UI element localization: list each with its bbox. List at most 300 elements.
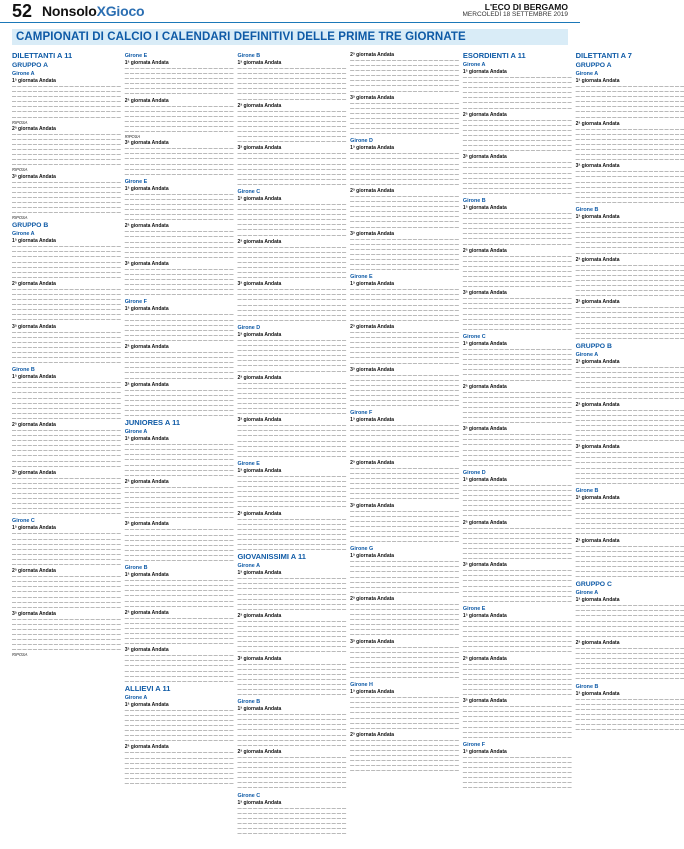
fixture-line: — — — — — — — — — — — — — — — — — — — — —	[12, 199, 121, 205]
round-title: 3ª giornata Andata	[237, 417, 282, 424]
fixture-line: — — — — — — — — — — — — — — — — — — — — —	[575, 84, 684, 89]
fixture-line: — — — — — — — — — — — — — — — — — — — — —	[124, 146, 234, 152]
fixture-line: — — — — — — — — — — — — — — — — — — — — —	[237, 259, 347, 265]
fixture-line: — — — — — — — — — — — — — — — — — — — — —	[350, 584, 459, 590]
fixture-line: — — — — — — — — — — — — — — — — — — — — —	[237, 307, 347, 313]
column-6	[576, 51, 684, 841]
fixture-line: — — — — — — — — — — — — — — — — — — — — —	[12, 541, 121, 547]
fixture-line: — — — — — — — — — — — — — — — — — — — — —	[575, 283, 684, 288]
fixture-line: — — — — — — — — — — — — — — — — — — — — —	[575, 480, 684, 486]
fixture-line: — — — — — — — — — — — — — — — — — — — — —	[12, 415, 121, 421]
fixture-line: — — — — — — — — — — — — — — — — — — — — —	[462, 226, 572, 232]
fixture-line: — — — — — — — — — — — — — — — — — — — — —	[237, 166, 347, 172]
fixture-line: — — — — — — — — — — — — — — — — — — — — —	[350, 559, 459, 565]
fixture-line: — — — — — — — — — — — — — — — — — — — — —	[350, 534, 459, 540]
fixture-line: — — — — — — — — — — — — — — — — — — — — —	[124, 547, 234, 553]
round-title: 2ª giornata Andata	[462, 111, 507, 118]
round-title: 1ª giornata Andata	[237, 195, 282, 202]
fixture-line: — — — — — — — — — — — — — — — — — — — — —	[350, 360, 459, 366]
fixture-line: — — — — — — — — — — — — — — — — — — — — —	[237, 348, 347, 354]
fixture-line: — — — — — — — — — — — — — — — — — — — — —	[12, 604, 121, 610]
fixture-line: — — — — — — — — — — — — — — — — — — — — —	[124, 593, 234, 599]
fixture-line: — — — — — — — — — — — — — — — — — — — — —	[350, 372, 459, 378]
fixture-line: — — — — — — — — — — — — — — — — — — — — —	[237, 676, 347, 682]
fixture-line: — — — — — — — — — — — — — — — — — — — — —	[124, 457, 234, 463]
fixture-line: — — — — — — — — — — — — — — — — — — — — —	[575, 603, 684, 609]
fixture-line: — — — — — — — — — — — — — — — — — — — — —	[575, 325, 684, 331]
fixture-line: — — — — — — — — — — — — — — — — — — — — —	[237, 363, 347, 369]
fixture-line: — — — — — — — — — — — — — — — — — — — — —	[12, 496, 121, 502]
fixture-line: — — — — — — — — — — — — — — — — — — — — —	[237, 732, 347, 738]
round-title: 2ª giornata Andata	[462, 383, 507, 390]
fixture-line: — — — — — — — — — — — — — — — — — — — — —	[124, 781, 234, 787]
fixture-line: — — — — — — — — — — — — — — — — — — — — —	[462, 316, 572, 322]
fixture-line: — — — — — — — — — — — — — — — — — — — — —	[237, 358, 347, 364]
fixture-line: — — — — — — — — — — — — — — — — — — — — —	[462, 372, 572, 378]
fixture-line: — — — — — — — — — — — — — — — — — — — — —	[350, 491, 459, 497]
round-title: 2ª giornata Andata	[237, 748, 282, 755]
fixture-line: — — — — — — — — — — — — — — — — — — — — —	[350, 476, 459, 482]
girone-title: Girone D	[462, 469, 486, 476]
round-title: 3ª giornata Andata	[462, 154, 507, 161]
fixture-line: — — — — — — — — — — — — — — — — — — — — —	[124, 272, 234, 277]
fixture-line: — — — — — — — — — — — — — — — — — — — — —	[237, 201, 347, 207]
fixture-line: — — — — — — — — — — — — — — — — — — — — —	[462, 598, 572, 604]
fixture-line: — — — — — — — — — — — — — — — — — — — — —	[462, 258, 572, 264]
fixture-line: — — — — — — — — — — — — — — — — — — — — —	[237, 521, 347, 527]
fixture-line: — — — — — — — — — — — — — — — — — — — — —	[12, 410, 121, 416]
fixture-line: — — — — — — — — — — — — — — — — — — — — —	[462, 409, 572, 415]
fixture-line: — — — — — — — — — — — — — — — — — — — — —	[575, 569, 684, 575]
fixture-line: — — — — — — — — — — — — — — — — — — — — —	[350, 443, 459, 449]
fixture-line: — — — — — — — — — — — — — — — — — — — — —	[350, 433, 459, 439]
fixture-line: — — — — — — — — — — — — — — — — — — — — —	[462, 513, 572, 519]
fixture-line: — — — — — — — — — — — — — — — — — — — — —	[462, 666, 572, 672]
fixture-line: — — — — — — — — — — — — — — — — — — — — —	[575, 465, 684, 471]
fixture-line: — — — — — — — — — — — — — — — — — — — — —	[124, 249, 234, 255]
fixture-line: — — — — — — — — — — — — — — — — — — — — —	[575, 558, 684, 564]
fixture-line: — — — — — — — — — — — — — — — — — — — — —	[350, 725, 459, 731]
fixture-line: — — — — — — — — — — — — — — — — — — — — —	[12, 249, 121, 255]
fixture-line: — — — — — — — — — — — — — — — — — — — — —	[237, 161, 347, 167]
round-title: 2ª giornata Andata	[12, 568, 56, 575]
columns-container	[12, 51, 684, 841]
group-title: GRUPPO A	[575, 62, 612, 69]
round-title: 3ª giornata Andata	[12, 323, 56, 330]
fixture-line: — — — — — — — — — — — — — — — — — — — — —	[350, 340, 459, 346]
fixture-line: — — — — — — — — — — — — — — — — — — — — —	[462, 508, 572, 514]
fixture-line: — — — — — — — — — — — — — — — — — — — — —	[124, 86, 234, 92]
fixture-line: — — — — — — — — — — — — — — — — — — — — —	[462, 306, 572, 312]
round-title: 1ª giornata Andata	[575, 213, 620, 220]
fixture-line: — — — — — — — — — — — — — — — — — — — — —	[124, 322, 234, 328]
fixture-line: — — — — — — — — — — — — — — — — — — — — —	[237, 176, 347, 182]
fixture-line: — — — — — — — — — — — — — — — — — — — — —	[462, 95, 572, 101]
fixture-line: — — — — — — — — — — — — — — — — — — — — —	[575, 427, 684, 433]
fixture-line: — — — — — — — — — — — — — — — — — — — — —	[462, 551, 572, 557]
bye-line: RIPOSA	[12, 652, 28, 658]
fixture-line: — — — — — — — — — — — — — — — — — — — — —	[350, 428, 459, 434]
fixture-line: — — — — — — — — — — — — — — — — — — — — —	[124, 282, 234, 288]
fixture-line: — — — — — — — — — — — — — — — — — — — — —	[575, 711, 684, 717]
fixture-line: — — — — — — — — — — — — — — — — — — — — —	[237, 601, 347, 607]
fixture-line: — — — — — — — — — — — — — — — — — — — — —	[237, 118, 347, 124]
fixture-line: — — — — — — — — — — — — — — — — — — — — —	[350, 392, 459, 398]
round-title: 1ª giornata Andata	[124, 306, 169, 313]
round-title: 2ª giornata Andata	[350, 187, 395, 194]
fixture-line: — — — — — — — — — — — — — — — — — — — — —	[575, 230, 684, 236]
fixture-line: — — — — — — — — — — — — — — — — — — — — —	[124, 707, 234, 713]
fixture-line: — — — — — — — — — — — — — — — — — — — — —	[124, 103, 234, 109]
fixture-line: — — — — — — — — — — — — — — — — — — — — —	[12, 274, 121, 280]
round-title: 1ª giornata Andata	[124, 436, 169, 443]
fixture-line: — — — — — — — — — — — — — — — — — — — — —	[350, 287, 459, 293]
fixture-line: — — — — — — — — — — — — — — — — — — — — —	[575, 701, 684, 707]
round-title: 3ª giornata Andata	[237, 281, 282, 288]
fixture-line: — — — — — — — — — — — — — — — — — — — — —	[350, 398, 459, 404]
fixture-line: — — — — — — — — — — — — — — — — — — — — —	[124, 542, 234, 548]
round-title: 2ª giornata Andata	[575, 256, 620, 263]
fixture-line: — — — — — — — — — — — — — — — — — — — — —	[350, 622, 459, 628]
fixture-line: — — — — — — — — — — — — — — — — — — — — —	[237, 76, 347, 82]
fixture-line: — — — — — — — — — — — — — — — — — — — — —	[237, 623, 347, 629]
fixture-line: — — — — — — — — — — — — — — — — — — — — —	[237, 754, 347, 760]
round-title: 3ª giornata Andata	[462, 426, 507, 433]
fixture-line: — — — — — — — — — — — — — — — — — — — — —	[350, 236, 459, 242]
fixture-line: — — — — — — — — — — — — — — — — — — — — —	[462, 105, 572, 111]
fixture-line: — — — — — — — — — — — — — — — — — — — — —	[124, 755, 234, 761]
fixture-line: — — — — — — — — — — — — — — — — — — — — —	[462, 180, 572, 186]
fixture-line: — — — — — — — — — — — — — — — — — — — — —	[237, 222, 347, 228]
girone-title: Girone A	[124, 429, 148, 436]
fixture-line: — — — — — — — — — — — — — — — — — — — — —	[124, 402, 234, 408]
fixture-line: — — — — — — — — — — — — — — — — — — — — —	[350, 644, 459, 650]
fixture-line: — — — — — — — — — — — — — — — — — — — — —	[575, 633, 684, 639]
fixture-line: — — — — — — — — — — — — — — — — — — — — —	[575, 385, 684, 391]
girone-title: Girone A	[575, 351, 599, 358]
round-title: 1ª giornata Andata	[462, 612, 507, 619]
fixture-line: — — — — — — — — — — — — — — — — — — — — —	[350, 335, 459, 341]
fixture-line: — — — — — — — — — — — — — — — — — — — — —	[12, 189, 121, 195]
fixture-line: — — — — — — — — — — — — — — — — — — — — —	[350, 654, 459, 660]
round-title: 1ª giornata Andata	[575, 690, 620, 697]
fixture-line: — — — — — — — — — — — — — — — — — — — — —	[237, 484, 347, 490]
girone-title: Girone C	[12, 518, 35, 525]
fixture-line: — — — — — — — — — — — — — — — — — — — — —	[462, 415, 572, 421]
fixture-line: — — — — — — — — — — — — — — — — — — — — —	[124, 287, 234, 293]
fixture-line: — — — — — — — — — — — — — — — — — — — — —	[12, 99, 121, 105]
fixture-line: — — — — — — — — — — — — — — — — — — — — —	[462, 284, 572, 290]
fixture-line: — — — — — — — — — — — — — — — — — — — — —	[237, 86, 347, 92]
fixture-line: — — — — — — — — — — — — — — — — — — — — —	[462, 352, 572, 358]
fixture-line: — — — — — — — — — — — — — — — — — — — — —	[575, 417, 684, 423]
fixture-line: — — — — — — — — — — — — — — — — — — — — —	[575, 152, 684, 158]
fixture-line: — — — — — — — — — — — — — — — — — — — — —	[124, 630, 234, 636]
fixture-line: — — — — — — — — — — — — — — — — — — — — —	[237, 443, 347, 449]
fixture-line: — — — — — — — — — — — — — — — — — — — — —	[12, 584, 121, 590]
fixture-line: — — — — — — — — — — — — — — — — — — — — —	[124, 515, 234, 521]
fixture-line: — — — — — — — — — — — — — — — — — — — — —	[462, 221, 572, 227]
section-brand	[42, 3, 144, 19]
fixture-line: — — — — — — — — — — — — — — — — — — — — —	[237, 666, 347, 672]
fixture-line: — — — — — — — — — — — — — — — — — — — — —	[237, 765, 347, 771]
fixture-line: — — — — — — — — — — — — — — — — — — — — —	[237, 81, 347, 87]
fixture-line: — — — — — — — — — — — — — — — — — — — — —	[12, 390, 121, 396]
fixture-line: — — — — — — — — — — — — — — — — — — — — —	[350, 267, 459, 273]
fixture-line: — — — — — — — — — — — — — — — — — — — — —	[124, 625, 234, 631]
round-title: 2ª giornata Andata	[350, 459, 395, 466]
fixture-line: — — — — — — — — — — — — — — — — — — — — —	[237, 302, 347, 308]
fixture-line: — — — — — — — — — — — — — — — — — — — — —	[12, 162, 121, 168]
round-title: 3ª giornata Andata	[12, 469, 56, 476]
fixture-line: — — — — — — — — — — — — — — — — — — — — —	[237, 406, 347, 412]
fixture-line: — — — — — — — — — — — — — — — — — — — — —	[350, 257, 459, 262]
fixture-line: — — — — — — — — — — — — — — — — — — — — —	[350, 166, 459, 172]
fixture-line: — — — — — — — — — — — — — — — — — — — — —	[350, 720, 459, 726]
fixture-line: — — — — — — — — — — — — — — — — — — — — —	[124, 527, 234, 533]
fixture-line: — — — — — — — — — — — — — — — — — — — — —	[12, 259, 121, 265]
fixture-line: — — — — — — — — — — — — — — — — — — — — —	[462, 85, 572, 91]
girone-title: Girone B	[575, 683, 599, 690]
fixture-line: — — — — — — — — — — — — — — — — — — — — —	[350, 88, 459, 94]
fixture-line: — — — — — — — — — — — — — — — — — — — — —	[462, 639, 572, 645]
newspaper-name: L'ECO DI BERGAMO	[484, 2, 568, 13]
fixture-line: — — — — — — — — — — — — — — — — — — — — —	[575, 618, 684, 624]
girone-title: Girone A	[12, 71, 35, 77]
fixture-line: — — — — — — — — — — — — — — — — — — — — —	[124, 558, 234, 564]
fixture-line: — — — — — — — — — — — — — — — — — — — — —	[350, 753, 459, 759]
fixture-line: — — — — — — — — — — — — — — — — — — — — —	[462, 593, 572, 599]
fixture-line: — — — — — — — — — — — — — — — — — — — — —	[575, 370, 684, 376]
fixture-line: — — — — — — — — — — — — — — — — — — — — —	[462, 132, 572, 138]
round-title: 1ª giornata Andata	[575, 358, 620, 365]
fixture-line: — — — — — — — — — — — — — — — — — — — — —	[237, 244, 347, 250]
fixture-line: — — — — — — — — — — — — — — — — — — — — —	[350, 539, 459, 545]
fixture-line: — — — — — — — — — — — — — — — — — — — — —	[12, 307, 121, 313]
fixture-line: — — — — — — — — — — — — — — — — — — — — —	[350, 105, 459, 111]
fixture-line: — — — — — — — — — — — — — — — — — — — — —	[575, 548, 684, 554]
fixture-line: — — — — — — — — — — — — — — — — — — — — —	[350, 513, 459, 519]
girone-title: Girone F	[350, 410, 373, 417]
fixture-line: — — — — — — — — — — — — — — — — — — — — —	[124, 588, 234, 594]
fixture-line: — — — — — — — — — — — — — — — — — — — — —	[350, 670, 459, 675]
fixture-line: — — — — — — — — — — — — — — — — — — — — —	[124, 81, 234, 87]
girone-title: Girone A	[12, 231, 35, 238]
fixture-line: — — — — — — — — — — — — — — — — — — — — —	[124, 407, 234, 413]
fixture-line: — — — — — — — — — — — — — — — — — — — — —	[124, 196, 234, 202]
fixture-line: — — — — — — — — — — — — — — — — — — — — —	[124, 234, 234, 240]
fixture-line: — — — — — — — — — — — — — — — — — — — — —	[12, 302, 121, 308]
girone-title: Girone E	[462, 605, 486, 612]
round-title: 2ª giornata Andata	[237, 102, 282, 109]
round-title: 3ª giornata Andata	[124, 381, 169, 388]
fixture-line: — — — — — — — — — — — — — — — — — — — — —	[124, 370, 234, 376]
fixture-line: — — — — — — — — — — — — — — — — — — — — —	[462, 389, 572, 395]
round-title: 2ª giornata Andata	[462, 519, 507, 526]
fixture-line: — — — — — — — — — — — — — — — — — — — — —	[124, 636, 234, 642]
fixture-line: — — — — — — — — — — — — — — — — — — — — —	[124, 244, 234, 250]
fixture-line: — — — — — — — — — — — — — — — — — — — — —	[575, 310, 684, 316]
fixture-line: — — — — — — — — — — — — — — — — — — — — —	[462, 540, 572, 546]
fixture-line: — — — — — — — — — — — — — — — — — — — — —	[575, 305, 684, 311]
fixture-line: — — — — — — — — — — — — — — — — — — — — —	[350, 649, 459, 655]
fixture-line: — — — — — — — — — — — — — — — — — — — — —	[12, 89, 121, 95]
fixture-line: — — — — — — — — — — — — — — — — — — — — —	[462, 279, 572, 285]
fixture-line: — — — — — — — — — — — — — — — — — — — — —	[12, 317, 121, 323]
fixture-line: — — — — — — — — — — — — — — — — — — — — —	[124, 472, 234, 478]
round-title: 2ª giornata Andata	[350, 52, 395, 58]
fixture-line: — — — — — — — — — — — — — — — — — — — — —	[237, 171, 347, 177]
fixture-line: — — — — — — — — — — — — — — — — — — — — —	[575, 563, 684, 569]
round-title: 2ª giornata Andata	[124, 744, 169, 751]
round-title: 2ª giornata Andata	[124, 344, 169, 351]
fixture-line: — — — — — — — — — — — — — — — — — — — — —	[575, 412, 684, 418]
fixture-line: — — — — — — — — — — — — — — — — — — — — —	[12, 334, 121, 340]
fixture-line: — — — — — — — — — — — — — — — — — — — — —	[237, 275, 347, 281]
fixture-line: — — — — — — — — — — — — — — — — — — — — —	[237, 618, 347, 624]
fixture-line: — — — — — — — — — — — — — — — — — — — — —	[237, 380, 347, 386]
fixture-line: — — — — — — — — — — — — — — — — — — — — —	[462, 724, 572, 730]
fixture-line: — — — — — — — — — — — — — — — — — — — — —	[575, 656, 684, 662]
fixture-line: — — — — — — — — — — — — — — — — — — — — —	[124, 658, 234, 664]
round-title: 2ª giornata Andata	[462, 247, 507, 254]
fixture-line: — — — — — — — — — — — — — — — — — — — — —	[124, 733, 234, 739]
fixture-line: — — — — — — — — — — — — — — — — — — — — —	[462, 117, 572, 123]
fixture-line: — — — — — — — — — — — — — — — — — — — — —	[237, 395, 347, 401]
round-title: 1ª giornata Andata	[462, 204, 507, 211]
fixture-line: — — — — — — — — — — — — — — — — — — — — —	[462, 394, 572, 400]
round-title: 2ª giornata Andata	[237, 612, 282, 619]
fixture-line: — — — — — — — — — — — — — — — — — — — — —	[575, 364, 684, 370]
championship-title: ESORDIENTI A 11	[462, 51, 526, 60]
fixture-line: — — — — — — — — — — — — — — — — — — — — —	[350, 387, 459, 393]
fixture-line: — — — — — — — — — — — — — — — — — — — — —	[575, 141, 684, 147]
fixture-line: — — — — — — — — — — — — — — — — — — — — —	[575, 189, 684, 195]
fixture-line: — — — — — — — — — — — — — — — — — — — — —	[350, 423, 459, 429]
fixture-line: — — — — — — — — — — — — — — — — — — — — —	[462, 704, 572, 710]
fixture-line: — — — — — — — — — — — — — — — — — — — — —	[462, 122, 572, 128]
round-title: 2ª giornata Andata	[350, 731, 395, 738]
round-title: 1ª giornata Andata	[350, 145, 395, 152]
fixture-line: — — — — — — — — — — — — — — — — — — — — —	[124, 191, 234, 197]
fixture-line: — — — — — — — — — — — — — — — — — — — — —	[237, 96, 347, 102]
fixture-line: — — — — — — — — — — — — — — — — — — — — —	[124, 277, 234, 283]
fixture-line: — — — — — — — — — — — — — — — — — — — — —	[124, 129, 234, 135]
round-title: 3ª giornata Andata	[237, 655, 282, 662]
fixture-line: — — — — — — — — — — — — — — — — — — — — —	[462, 780, 572, 786]
fixture-line: — — — — — — — — — — — — — — — — — — — — —	[462, 447, 572, 453]
fixture-line: — — — — — — — — — — — — — — — — — — — — —	[350, 199, 459, 205]
fixture-line: — — — — — — — — — — — — — — — — — — — — —	[124, 254, 234, 260]
fixture-line: — — — — — — — — — — — — — — — — — — — — —	[575, 526, 684, 532]
fixture-line: — — — — — — — — — — — — — — — — — — — — —	[12, 506, 121, 512]
fixture-line: — — — — — — — — — — — — — — — — — — — — —	[462, 175, 572, 181]
fixture-line: — — — — — — — — — — — — — — — — — — — — —	[124, 673, 234, 679]
fixture-line: — — — — — — — — — — — — — — — — — — — — —	[237, 526, 347, 532]
fixture-line: — — — — — — — — — — — — — — — — — — — — —	[12, 114, 121, 120]
fixture-line: — — — — — — — — — — — — — — — — — — — — —	[462, 775, 572, 781]
fixture-line: — — — — — — — — — — — — — — — — — — — — —	[350, 224, 459, 230]
fixture-line: — — — — — — — — — — — — — — — — — — — — —	[350, 465, 459, 471]
fixture-line: — — — — — — — — — — — — — — — — — — — — —	[462, 160, 572, 166]
fixture-line: — — — — — — — — — — — — — — — — — — — — —	[237, 504, 347, 510]
fixture-line: — — — — — — — — — — — — — — — — — — — — —	[575, 147, 684, 153]
fixture-line: — — — — — — — — — — — — — — — — — — — — —	[237, 671, 347, 677]
fixture-line: — — — — — — — — — — — — — — — — — — — — —	[575, 169, 684, 175]
fixture-line: — — — — — — — — — — — — — — — — — — — — —	[124, 327, 234, 333]
fixture-line: — — — — — — — — — — — — — — — — — — — — —	[462, 170, 572, 176]
fixture-line: — — — — — — — — — — — — — — — — — — — — —	[575, 272, 684, 278]
fixture-line: — — — — — — — — — — — — — — — — — — — — —	[350, 768, 459, 774]
fixture-line: — — — — — — — — — — — — — — — — — — — — —	[350, 748, 459, 754]
fixture-line: — — — — — — — — — — — — — — — — — — — — —	[124, 583, 234, 589]
fixture-line: — — — — — — — — — — — — — — — — — — — — —	[462, 692, 572, 698]
fixture-line: — — — — — — — — — — — — — — — — — — — — —	[575, 455, 684, 461]
girone-title: Girone E	[350, 274, 373, 281]
fixture-line: — — — — — — — — — — — — — — — — — — — — —	[124, 615, 234, 621]
fixture-line: — — — — — — — — — — — — — — — — — — — — —	[575, 375, 684, 381]
column-1	[12, 51, 121, 841]
round-title: 1ª giornata Andata	[237, 706, 282, 713]
fixture-line: — — — — — — — — — — — — — — — — — — — — —	[124, 332, 234, 338]
fixture-line: — — — — — — — — — — — — — — — — — — — — —	[462, 253, 572, 259]
girone-title: Girone B	[12, 367, 35, 374]
fixture-line: — — — — — — — — — — — — — — — — — — — — —	[237, 634, 347, 640]
fixture-line: — — — — — — — — — — — — — — — — — — — — —	[575, 335, 684, 341]
fixture-line: — — — — — — — — — — — — — — — — — — — — —	[124, 108, 234, 114]
fixture-line: — — — — — — — — — — — — — — — — — — — — —	[237, 825, 347, 831]
round-title: 3ª giornata Andata	[350, 638, 395, 645]
fixture-line: — — — — — — — — — — — — — — — — — — — — —	[237, 644, 347, 650]
round-title: 2ª giornata Andata	[575, 401, 620, 408]
fixture-line: — — — — — — — — — — — — — — — — — — — — —	[350, 317, 459, 323]
fixture-line: — — — — — — — — — — — — — — — — — — — — —	[462, 165, 572, 171]
fixture-line: — — — — — — — — — — — — — — — — — — — — —	[350, 675, 459, 681]
fixture-line: — — — — — — — — — — — — — — — — — — — — —	[350, 214, 459, 220]
fixture-line: — — — — — — — — — — — — — — — — — — — — —	[350, 292, 459, 298]
fixture-line: — — — — — — — — — — — — — — — — — — — — —	[124, 166, 234, 172]
championship-title: DILETTANTI A 7	[575, 51, 632, 60]
fixture-line: — — — — — — — — — — — — — — — — — — — — —	[575, 727, 684, 733]
fixture-line: — — — — — — — — — — — — — — — — — — — — —	[237, 596, 347, 602]
fixture-line: — — — — — — — — — — — — — — — — — — — — —	[575, 475, 684, 481]
fixture-line: — — — — — — — — — — — — — — — — — — — — —	[462, 452, 572, 458]
fixture-line: — — — — — — — — — — — — — — — — — — — — —	[124, 723, 234, 729]
fixture-line: — — — — — — — — — — — — — — — — — — — — —	[237, 759, 347, 765]
fixture-line: — — — — — — — — — — — — — — — — — — — — —	[462, 503, 572, 509]
fixture-line: — — — — — — — — — — — — — — — — — — — — —	[124, 151, 234, 157]
fixture-line: — — — — — — — — — — — — — — — — — — — — —	[124, 760, 234, 766]
round-title: 1ª giornata Andata	[575, 494, 620, 501]
girone-title: Girone B	[575, 206, 599, 213]
round-title: 1ª giornata Andata	[124, 572, 169, 579]
girone-title: Girone F	[124, 299, 147, 306]
fixture-line: — — — — — — — — — — — — — — — — — — — — —	[575, 511, 684, 517]
fixture-line: — — — — — — — — — — — — — — — — — — — — —	[12, 264, 121, 270]
round-title: 1ª giornata Andata	[237, 570, 282, 577]
fixture-line: — — — — — — — — — — — — — — — — — — — — —	[12, 632, 121, 638]
fixture-line: — — — — — — — — — — — — — — — — — — — — —	[350, 453, 459, 459]
fixture-line: — — — — — — — — — — — — — — — — — — — — —	[462, 432, 572, 438]
round-title: 1ª giornata Andata	[124, 60, 169, 66]
fixture-line: — — — — — — — — — — — — — — — — — — — — —	[350, 518, 459, 524]
round-title: 1ª giornata Andata	[350, 689, 395, 696]
fixture-line: — — — — — — — — — — — — — — — — — — — — —	[237, 547, 347, 553]
fixture-line: — — — — — — — — — — — — — — — — — — — — —	[124, 365, 234, 371]
fixture-line: — — — — — — — — — — — — — — — — — — — — —	[124, 212, 234, 218]
fixture-line: — — — — — — — — — — — — — — — — — — — — —	[124, 171, 234, 177]
fixture-line: — — — — — — — — — — — — — — — — — — — — —	[237, 151, 347, 157]
